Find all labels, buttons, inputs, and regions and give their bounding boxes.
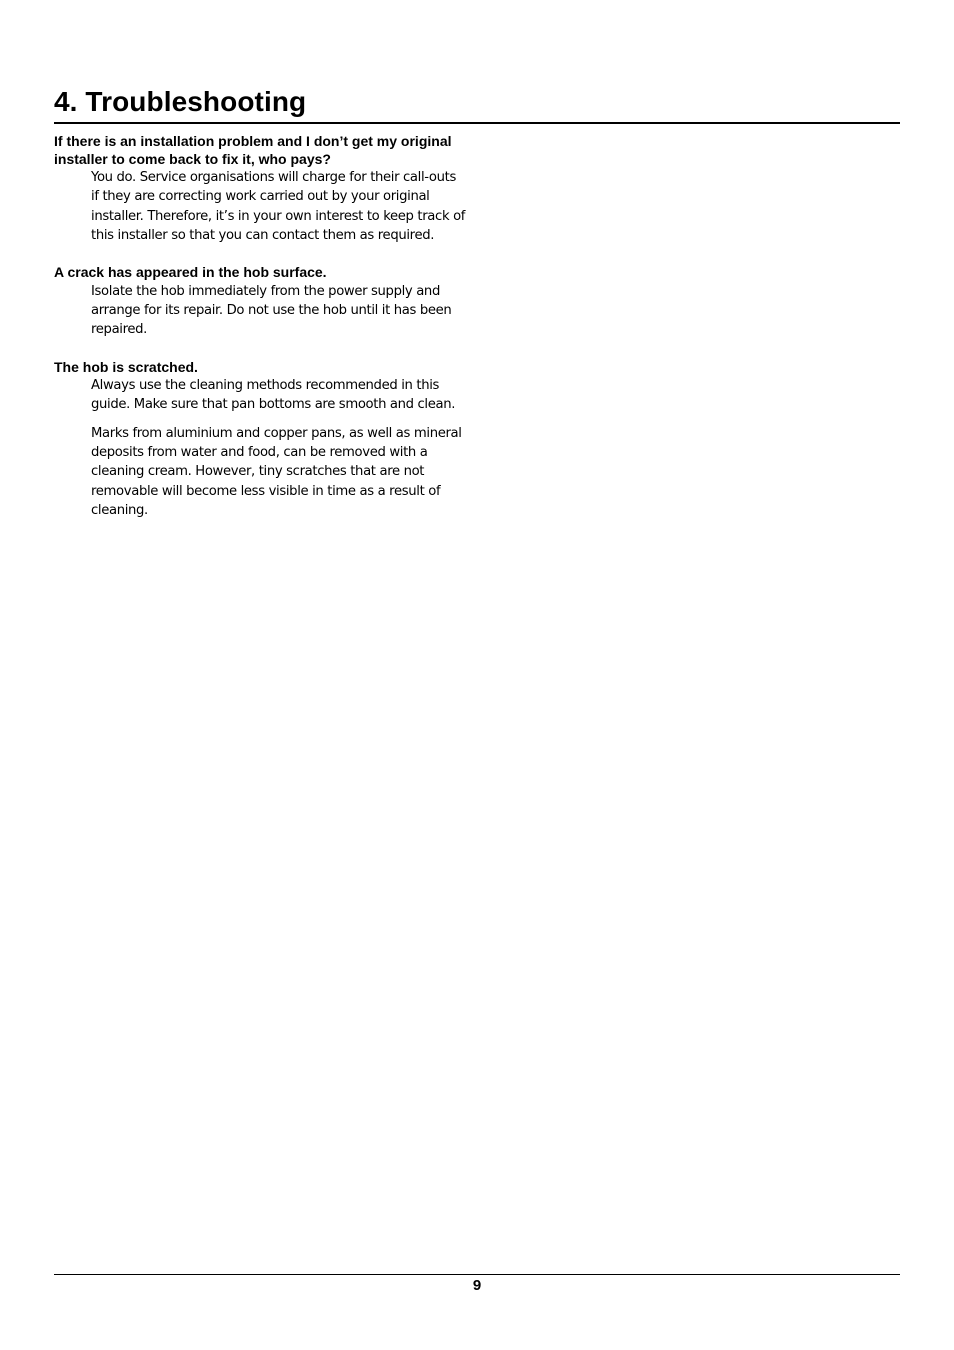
faq-answer: Always use the cleaning methods recommended in this guide. Make sure that pan bottoms are smooth and clean. <box>91 378 456 413</box>
faq-item-scratched <box>54 359 474 521</box>
faq-question: If there is an installation problem and I don’t get my original installer to come back to fix it, who pays? <box>54 133 452 167</box>
page-title: 4. Troubleshooting <box>54 86 307 117</box>
faq-answer: Marks from aluminium and copper pans, as well as mineral deposits from water and food, can be removed with a cleaning cream. However, tiny scratches that are not removable will become less visible in time as a result of cleaning. <box>91 425 462 518</box>
heading-divider <box>54 122 900 124</box>
faq-question: A crack has appeared in the hob surface. <box>54 264 327 281</box>
footer-divider <box>54 1274 900 1275</box>
faq-item-installation <box>54 133 474 245</box>
troubleshooting-content <box>54 133 474 539</box>
faq-item-crack <box>54 264 474 339</box>
faq-answer: You do. Service organisations will charge for their call-outs if they are correcting work carried out by your original installer. Therefore, it’s in your own interest to keep track of this installer so that you can contact them as required. <box>91 170 466 243</box>
faq-question: The hob is scratched. <box>54 358 198 375</box>
page-number: 9 <box>472 1277 482 1294</box>
faq-answer: Isolate the hob immediately from the power supply and arrange for its repair. Do not use the hob until it has been repaired. <box>91 283 452 338</box>
